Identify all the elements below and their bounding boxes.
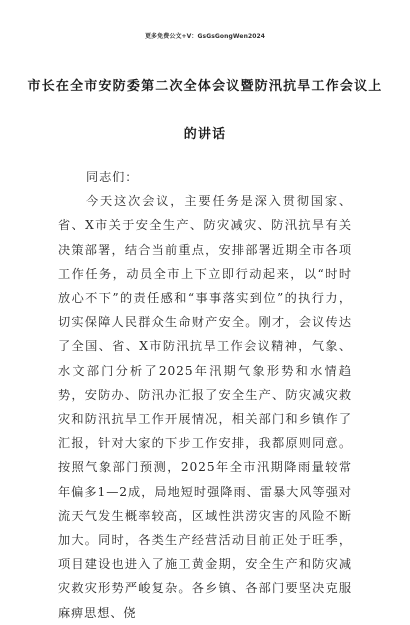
header-note: 更多免费公文+V：GsGsGongWen2024 — [144, 33, 266, 40]
document-body — [58, 165, 352, 625]
document-title-line-2: 的讲话 — [183, 127, 227, 142]
document-title-line-1: 市长在全市安防委第二次全体会议暨防汛抗旱工作会议上 — [27, 79, 383, 94]
body-paragraph: 今天这次会议，主要任务是深入贯彻国家、省、X市关于安全生产、防灾减灾、防汛抗旱有关决策部署，结合当前重点，安排部署近期全市各项工作任务，动员全市上下立即行动起来，以“时时放心不下”的责任感和“事事落实到位”的执行力，切实保障人民群众生命财产安全。刚才，会议传达了全国、省、X市防汛抗旱工作会议精神，气象、水文部门分析了2025年汛期气象形势和水情趋势，安防办、防汛办汇报了安全生产、防灾减灾救灾和防汛抗旱工作开展情况，相关部门和乡镇作了汇报，针对大家的下步工作安排，我都原则同意。按照气象部门预测，2025年全市汛期降雨量较常年偏多1—2成，局地短时强降雨、雷暴大风等强对流天气发生概率较高，区域性洪涝灾害的风险不断加大。同时，各类生产经营活动目前正处于旺季，项目建设也进入了施工黄金期，安全生产和防灾减灾救灾形势严峻复杂。各乡镇、各部门要坚决克服麻痹思想、侥 — [58, 194, 352, 620]
greeting: 同志们： — [86, 170, 139, 184]
